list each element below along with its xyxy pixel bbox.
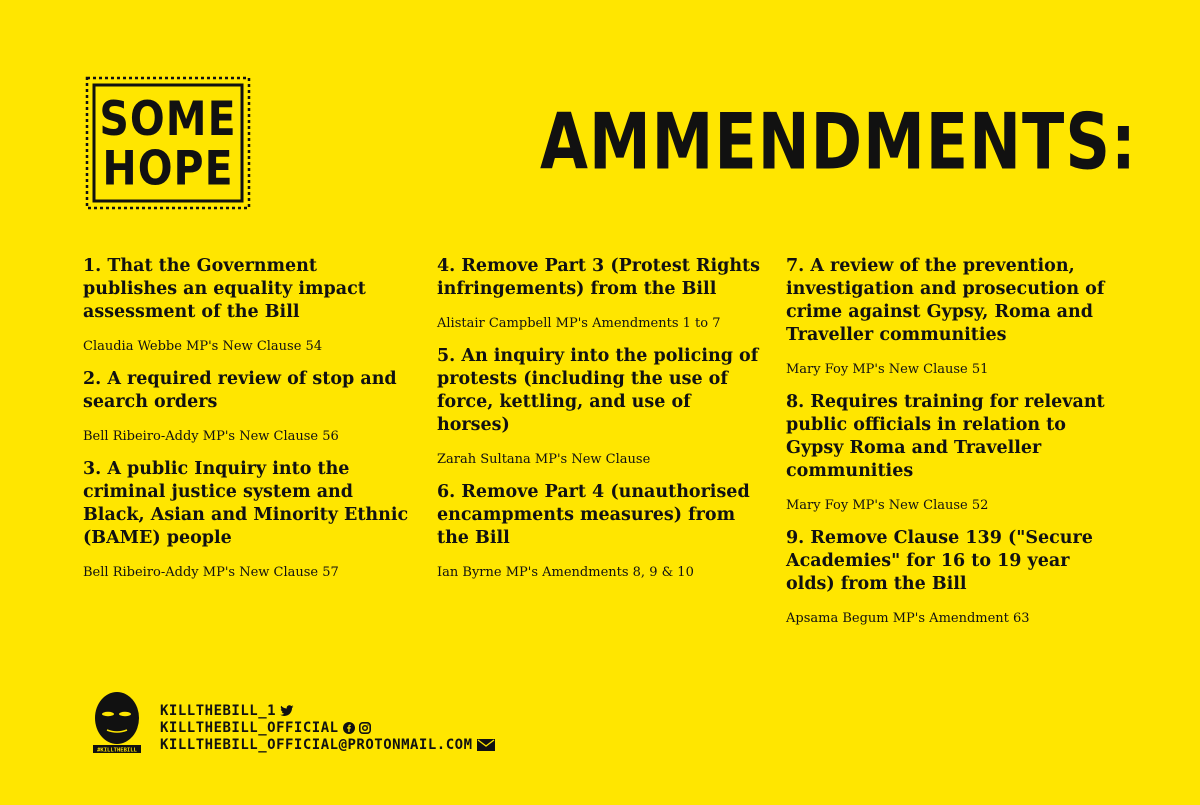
instagram-icon: [359, 722, 371, 734]
amendment-title: 3. A public Inquiry into the criminal justice system and Black, Asian and Minority Ethnic (BAME) people: [83, 459, 409, 548]
amendment-title: 2. A required review of stop and search orders: [83, 369, 397, 412]
amendment-title: 9. Remove Clause 139 ("Secure Academies" for 16 to 19 year olds) from the Bill: [786, 528, 1093, 594]
logo-line-1: SOME: [99, 91, 237, 147]
amendment-source: Apsama Begum MP's Amendment 63: [786, 611, 1030, 626]
email-link[interactable]: [160, 736, 495, 753]
amendment-source: Mary Foy MP's New Clause 52: [786, 498, 989, 513]
amendment-source: Claudia Webbe MP's New Clause 54: [83, 339, 323, 354]
amendment-item: [83, 458, 413, 582]
amendment-source: Bell Ribeiro-Addy MP's New Clause 57: [83, 565, 339, 580]
column-2: [437, 255, 767, 594]
amendment-source: Alistair Campbell MP's Amendments 1 to 7: [437, 316, 721, 331]
amendment-source: Mary Foy MP's New Clause 51: [786, 362, 989, 377]
avatar-label: #KILLTHEBILL: [97, 747, 137, 754]
amendment-title: 1. That the Government publishes an equality impact assessment of the Bill: [83, 256, 366, 322]
logo-text: [83, 91, 253, 196]
logo-line-2: HOPE: [102, 140, 234, 196]
killthebill-mask-icon: [87, 690, 147, 758]
amendment-item: [437, 255, 767, 333]
facebook-handle: KILLTHEBILL_OFFICIAL: [160, 719, 339, 736]
email-address: KILLTHEBILL_OFFICIAL@PROTONMAIL.COM: [160, 736, 473, 753]
column-3: [786, 255, 1116, 640]
twitter-link[interactable]: [160, 702, 495, 719]
some-hope-logo: [83, 74, 253, 212]
amendment-item: [83, 255, 413, 356]
amendment-item: [786, 527, 1116, 628]
amendment-title: 8. Requires training for relevant public officials in relation to Gypsy Roma and Traveller communities: [786, 392, 1105, 481]
amendment-item: [437, 481, 767, 582]
amendment-source: Ian Byrne MP's Amendments 8, 9 & 10: [437, 565, 694, 580]
column-1: [83, 255, 413, 594]
amendment-source: Bell Ribeiro-Addy MP's New Clause 56: [83, 429, 339, 444]
social-links: [160, 702, 495, 753]
amendment-title: 6. Remove Part 4 (unauthorised encampments measures) from the Bill: [437, 482, 750, 548]
amendment-title: 7. A review of the prevention, investigation and prosecution of crime against Gypsy, Roma and Traveller communities: [786, 256, 1105, 345]
twitter-icon: [280, 705, 294, 717]
amendment-item: [437, 345, 767, 469]
page-title: AMMENDMENTS:: [540, 95, 1137, 187]
twitter-handle: KILLTHEBILL_1: [160, 702, 277, 719]
facebook-instagram-link[interactable]: [160, 719, 495, 736]
amendment-item: [83, 368, 413, 446]
facebook-icon: [343, 722, 355, 734]
amendment-source: Zarah Sultana MP's New Clause: [437, 452, 651, 467]
amendment-item: [786, 255, 1116, 379]
mail-icon: [477, 739, 495, 751]
amendment-title: 5. An inquiry into the policing of protests (including the use of force, kettling, and use of horses): [437, 346, 759, 435]
amendment-title: 4. Remove Part 3 (Protest Rights infringements) from the Bill: [437, 256, 760, 299]
amendment-item: [786, 391, 1116, 515]
